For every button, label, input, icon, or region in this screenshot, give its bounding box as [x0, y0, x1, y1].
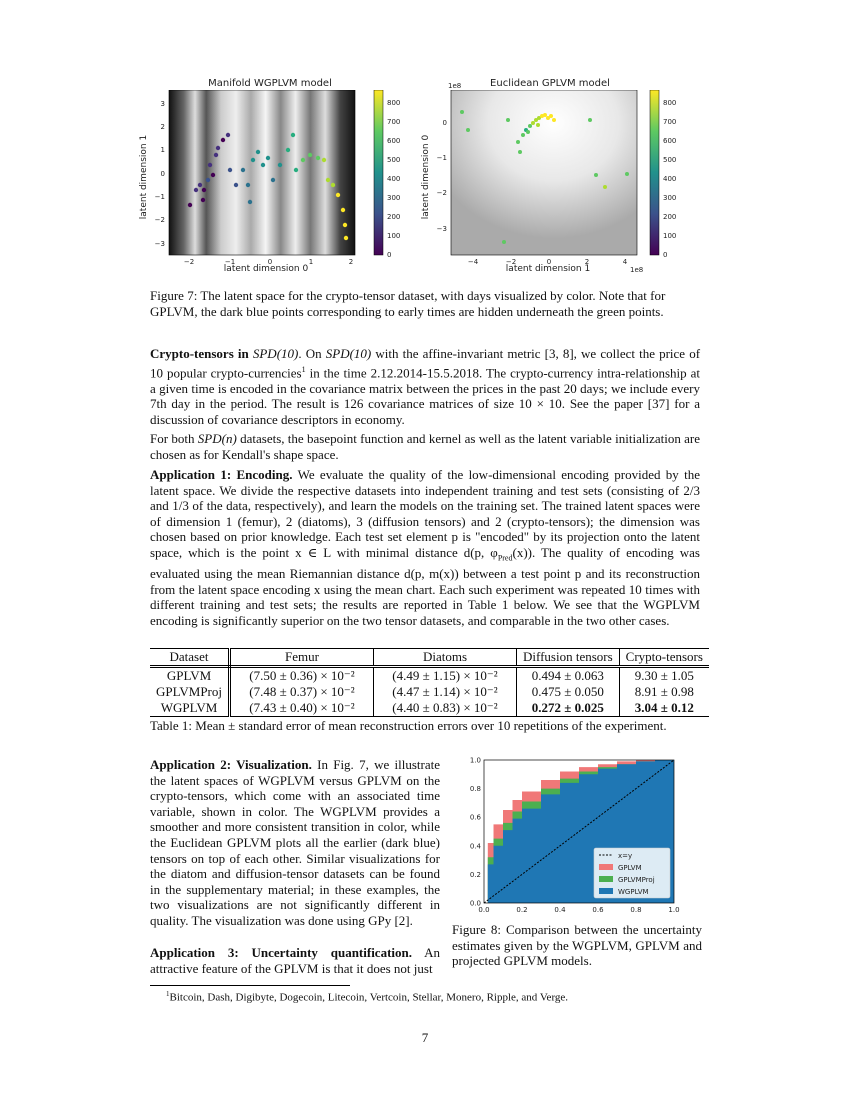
table-cell: (4.49 ± 1.15) × 10⁻² [373, 667, 516, 685]
svg-text:300: 300 [387, 194, 401, 202]
fig7-left-cbticks [387, 99, 400, 259]
x-tick-label: 0.8 [630, 906, 642, 914]
svg-text:0: 0 [442, 119, 447, 127]
svg-text:0: 0 [663, 251, 668, 259]
para-crypto: Crypto-tensors in SPD(10). On SPD(10) with the affine-invariant metric [3, 8], we collect the price of 10 popular crypto-currencies$^1$ in the time 2.12.2014-15.5.2018. The crypto-currency intra-relationship at a given time is encoded in the covariance matrix between the prices in the past 20 days; we include every 7th day in the period. The result is 126 covariance matrices of size 10 × 10. See the paper [37] for a discussion of covariance descriptors in economy. [150, 346, 701, 427]
svg-text:500: 500 [663, 156, 677, 164]
svg-text:−4: −4 [467, 258, 479, 266]
x-tick-label: 0.6 [592, 906, 604, 914]
fig7-caption: Figure 7: The latent space for the crypto-tensor dataset, with days visualized by color. Note that for GPLVM, the dark blue points corresponding to early times are hidden underneath the green points. [150, 288, 666, 319]
svg-text:400: 400 [663, 175, 677, 183]
para-app2: Application 2: Visualization. In Fig. 7, we illustrate the latent spaces of WGPLVM versus GPLVM on the crypto-tensors, which come with an associated time variable, shown in color. The WGPLVM provides a smoother and more consistent transition in color, while the Euclidean GPLVM plots all the earlier (dark blue) tensors on top of each other. Similar visualizations for the diatom and diffusion-tensor datasets can be found in the supplementary material; in these examples, the two visualizations are not significantly different in quality. The visualization was done using GPy [2]. [150, 757, 440, 928]
svg-text:−1: −1 [436, 154, 447, 162]
svg-text:700: 700 [387, 118, 401, 126]
legend-label-gplvm: GPLVM [618, 864, 642, 872]
svg-text:−1: −1 [154, 193, 165, 201]
legend-wgplvm-swatch [599, 888, 613, 894]
legend-gplvmproj-swatch [599, 876, 613, 882]
fig7-left-plot [138, 90, 428, 280]
svg-text:800: 800 [387, 99, 401, 107]
table-cell: 8.91 ± 0.98 [634, 684, 694, 699]
svg-text:0: 0 [387, 251, 392, 259]
table-row [150, 667, 709, 685]
th-crypto: Crypto-tensors [619, 649, 709, 667]
table-cell: (7.50 ± 0.36) × 10⁻² [229, 667, 373, 685]
fig7-right-xlabel: latent dimension 1 [505, 264, 591, 274]
legend-label-gplvmproj: GPLVMProj [618, 876, 655, 884]
table-cell: (4.47 ± 1.14) × 10⁻² [373, 684, 516, 700]
table-cell: 9.30 ± 1.05 [634, 668, 694, 683]
x-tick-label: 1.0 [668, 906, 680, 914]
svg-text:−2: −2 [154, 216, 165, 224]
table-cell: 0.272 ± 0.025 [516, 700, 619, 717]
table-cell: 0.494 ± 0.063 [516, 667, 619, 685]
th-diatoms: Diatoms [373, 649, 516, 667]
table1-caption: Table 1: Mean ± standard error of mean reconstruction errors over 10 repetitions of the experiment. [150, 718, 667, 733]
svg-text:−2: −2 [183, 258, 195, 266]
fig7-right-title: Euclidean GPLVM model [490, 78, 610, 89]
table-cell: 3.04 ± 0.12 [619, 700, 709, 717]
table-cell: WGPLVM [150, 700, 229, 717]
fig7-right-xscale: 1e8 [630, 266, 644, 274]
fig7-right-cbticks [663, 99, 676, 259]
svg-text:−3: −3 [154, 240, 165, 248]
table-cell: (7.48 ± 0.37) × 10⁻² [229, 684, 373, 700]
svg-text:100: 100 [663, 232, 677, 240]
footnote-rule [150, 985, 350, 986]
fig7-right-yticks [437, 119, 447, 233]
svg-text:600: 600 [663, 137, 677, 145]
y-tick-label: 1.0 [469, 756, 481, 765]
y-tick-label: 0.0 [469, 899, 481, 908]
fig7-left-yticks [155, 100, 165, 248]
svg-text:−3: −3 [436, 225, 447, 233]
table1 [150, 648, 730, 734]
legend-label-wgplvm: WGPLVM [618, 888, 649, 896]
svg-text:400: 400 [387, 175, 401, 183]
table-cell: GPLVMProj [150, 684, 229, 700]
svg-text:300: 300 [663, 194, 677, 202]
svg-text:2: 2 [348, 258, 354, 266]
fig7-right-plot [420, 90, 710, 280]
th-diffusion: Diffusion tensors [516, 649, 619, 667]
fig8-caption: Figure 8: Comparison between the uncertainty estimates given by the WGPLVM, GPLVM and projected GPLVM models. [452, 922, 702, 969]
svg-text:−1: −1 [224, 258, 236, 266]
fig8-legend [594, 848, 670, 898]
fig7-right-yscale: 1e8 [448, 82, 462, 90]
svg-text:4: 4 [622, 258, 628, 266]
svg-text:0: 0 [267, 258, 273, 266]
para-app3: Application 3: Uncertainty quantification. An attractive feature of the GPLVM is that it does not just [150, 945, 440, 976]
svg-text:0: 0 [546, 258, 552, 266]
table-row [150, 684, 709, 700]
fig7-left-title: Manifold WGPLVM model [208, 78, 332, 89]
para-both: For both SPD(n) datasets, the basepoint function and kernel as well as the latent variable initialization are chosen as for Kendall's shape space. [150, 431, 701, 462]
x-tick-label: 0.2 [516, 906, 528, 914]
fig7-right-colorbar [650, 90, 659, 255]
svg-text:700: 700 [663, 118, 677, 126]
svg-text:2: 2 [160, 123, 165, 131]
table-cell: GPLVM [150, 667, 229, 685]
x-tick-label: 0.4 [554, 906, 566, 914]
svg-text:800: 800 [663, 99, 677, 107]
svg-text:200: 200 [387, 213, 401, 221]
fig8-chart [452, 752, 692, 917]
table-cell: 0.475 ± 0.050 [516, 684, 619, 700]
fig7-right-ylabel: latent dimension 0 [421, 134, 431, 220]
y-tick-label: 0.4 [469, 842, 481, 851]
svg-text:−2: −2 [505, 258, 517, 266]
table-cell: (4.40 ± 0.83) × 10⁻² [373, 700, 516, 717]
th-dataset: Dataset [150, 649, 229, 667]
svg-text:200: 200 [663, 213, 677, 221]
svg-text:600: 600 [387, 137, 401, 145]
y-tick-label: 0.2 [469, 870, 481, 879]
x-tick-label: 0.0 [478, 906, 490, 914]
y-tick-label: 0.6 [469, 813, 481, 822]
svg-text:−2: −2 [436, 189, 447, 197]
svg-text:2: 2 [584, 258, 590, 266]
fig7-left-xlabel: latent dimension 0 [223, 264, 309, 274]
table-header-row [150, 649, 709, 667]
legend-label-xy: x=y [618, 852, 633, 860]
page-number: 7 [421, 1030, 429, 1045]
table-cell: (7.43 ± 0.40) × 10⁻² [229, 700, 373, 717]
svg-text:0: 0 [160, 170, 165, 178]
th-femur: Femur [229, 649, 373, 667]
svg-text:1: 1 [160, 146, 165, 154]
svg-text:3: 3 [160, 100, 165, 108]
para-app1: Application 1: Encoding. We evaluate the quality of the low-dimensional encoding provided by the latent space. We divide the respective datasets into independent training and test sets (consisting of 2/3 and 1/3 of the data, respectively), and learn the models on the training set. The trained latent spaces were of dimension 1 (femur), 2 (diatoms), 3 (diffusion tensors) and 2 (crypto-tensors); the dimension was chosen based on prior knowledge. Each test set element p is "encoded" by its projection onto the latent space, which is the point x ∈ L with minimal distance d(p, $\varphi_{Pred}(x)$). The quality of encoding was evaluated using the mean Riemannian distance d(p, m(x)) between a test point p and its reconstruction from the latent space encoding x using the mean chart. Each such experiment was repeated 10 times with different training and test sets; the results are reported in Table 1 below. We see that the WGPLVM encoding is significantly superior on the two tensor datasets, and comparable in the two other cases. [150, 467, 700, 628]
table-row [150, 700, 709, 717]
svg-text:100: 100 [387, 232, 401, 240]
svg-text:1: 1 [308, 258, 314, 266]
fig7-left-ylabel: latent dimension 1 [139, 134, 149, 220]
legend-gplvm-swatch [599, 864, 613, 870]
fig7-left-colorbar [374, 90, 383, 255]
y-tick-label: 0.8 [469, 785, 481, 794]
footnote: $^1$Bitcoin, Dash, Digibyte, Dogecoin, Litecoin, Vertcoin, Stellar, Monero, Ripple, and Verge. [166, 990, 569, 1004]
svg-text:500: 500 [387, 156, 401, 164]
